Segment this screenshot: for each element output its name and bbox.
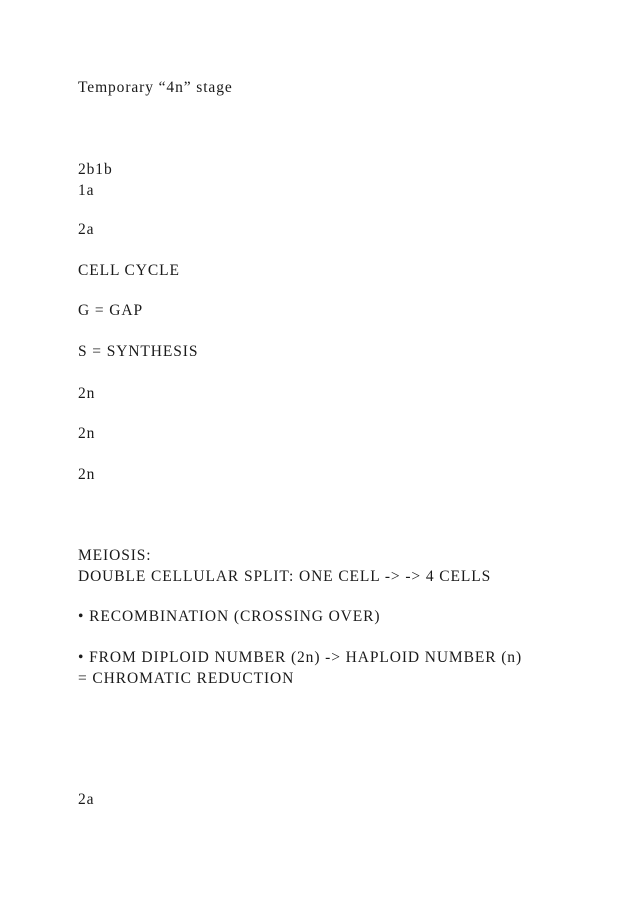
temporary-stage-text: Temporary “4n” stage: [78, 79, 233, 96]
label-2a-top: 2a: [78, 221, 95, 238]
label-2a-bottom: 2a: [78, 791, 95, 808]
ploidy-label-1: 2n: [78, 385, 96, 402]
cell-cycle-heading: CELL CYCLE: [78, 262, 180, 279]
label-2b1b: 2b1b: [78, 161, 113, 178]
chromatic-reduction-text: = CHROMATIC REDUCTION: [78, 670, 295, 687]
diploid-haploid-bullet: • FROM DIPLOID NUMBER (2n) -> HAPLOID NUMBER (n): [78, 649, 523, 666]
synthesis-definition: S = SYNTHESIS: [78, 343, 199, 360]
gap-definition: G = GAP: [78, 302, 143, 319]
ploidy-label-2: 2n: [78, 425, 96, 442]
meiosis-heading: MEIOSIS:: [78, 547, 152, 564]
label-1a: 1a: [78, 182, 95, 199]
meiosis-split-text: DOUBLE CELLULAR SPLIT: ONE CELL -> -> 4 CELLS: [78, 568, 492, 585]
ploidy-label-3: 2n: [78, 466, 96, 483]
recombination-bullet: • RECOMBINATION (CROSSING OVER): [78, 608, 381, 625]
